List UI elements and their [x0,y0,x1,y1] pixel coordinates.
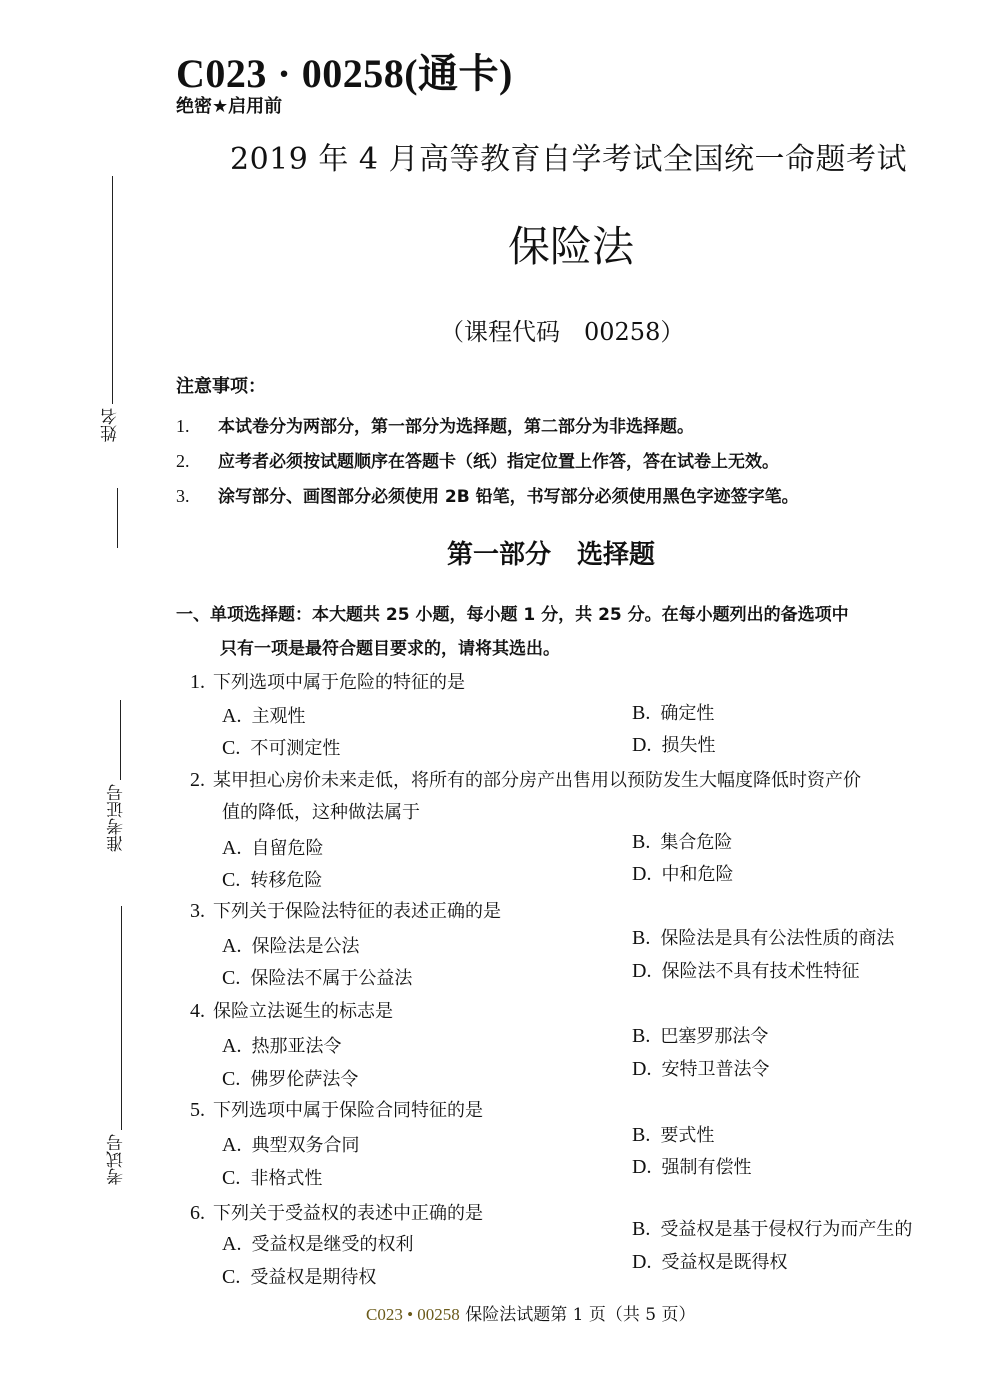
option-text: 受益权是继受的权利 [251,1234,414,1255]
option-text: 保险法是公法 [251,936,360,957]
q6-option-c[interactable] [222,1263,376,1289]
q5-option-c[interactable] [222,1164,322,1190]
option-label: D. [632,1251,652,1273]
option-label: A. [222,935,242,957]
q5-option-b[interactable] [632,1121,714,1147]
exam-title: 2019 年 4 月高等教育自学考试全国统一命题考试 [230,142,908,177]
option-label: B. [632,1025,651,1047]
footer-page-info: 保险法试题第 1 页（共 5 页） [459,1305,696,1325]
notice-heading: 注意事项： [176,376,266,397]
q1-option-c[interactable] [222,734,340,760]
question-5 [190,1096,483,1122]
q1-option-d[interactable] [632,731,715,757]
option-label: A. [222,705,242,727]
admission-line-top [120,700,121,780]
q3-option-d[interactable] [632,957,859,983]
exam-number-line [121,906,122,1130]
option-text: 巴塞罗那法令 [660,1026,769,1047]
q3-option-b[interactable] [632,924,894,950]
option-label: C. [222,967,241,989]
notice-item-text: 本试卷分为两部分，第一部分为选择题，第二部分为非选择题。 [218,417,694,437]
question-3 [190,897,501,923]
question-stem: 某甲担心房价未来走低，将所有的部分房产出售用以预防发生大幅度降低时资产价 [213,770,861,791]
question-6 [190,1199,483,1225]
subject-title: 保险法 [507,222,634,271]
option-label: D. [632,863,652,885]
option-label: C. [222,737,241,759]
exam-number-label: 考试号 [107,1134,127,1185]
option-text: 自留危险 [251,838,324,859]
question-stem: 保险立法诞生的标志是 [213,1001,393,1022]
q3-option-a[interactable] [222,932,359,958]
admission-number-label: 准考证号 [107,784,127,852]
q4-option-c[interactable] [222,1065,358,1091]
option-label: D. [632,1156,652,1178]
option-label: B. [632,1218,651,1240]
option-text: 受益权是既得权 [661,1252,788,1273]
q4-option-b[interactable] [632,1022,768,1048]
q3-option-c[interactable] [222,964,412,990]
option-text: 主观性 [251,706,306,727]
option-text: 安特卫普法令 [661,1059,770,1080]
notice-item-text: 涂写部分、画图部分必须使用 2B 铅笔，书写部分必须使用黑色字迹签字笔。 [218,487,799,507]
question-2 [190,766,861,792]
option-text: 不可测定性 [250,738,341,759]
option-label: D. [632,960,652,982]
question-number: 1. [190,671,205,693]
question-4 [190,997,393,1023]
option-text: 中和危险 [661,864,734,885]
name-label: 姓名 [101,408,121,442]
option-label: A. [222,837,242,859]
option-text: 受益权是基于侵权行为而产生的 [660,1219,913,1240]
option-label: C. [222,1068,241,1090]
option-text: 受益权是期待权 [250,1267,377,1288]
option-label: C. [222,869,241,891]
question-number: 5. [190,1099,205,1121]
name-line-top [112,176,113,404]
question-stem: 下列选项中属于保险合同特征的是 [213,1100,483,1121]
option-label: A. [222,1134,242,1156]
option-text: 强制有偿性 [661,1157,752,1178]
confidentiality-label: 绝密★启用前 [176,96,283,117]
q5-option-d[interactable] [632,1153,751,1179]
option-text: 集合危险 [660,832,733,853]
option-text: 佛罗伦萨法令 [250,1069,359,1090]
option-label: D. [632,1058,652,1080]
option-text: 保险法不属于公益法 [250,968,413,989]
page-footer [366,1300,695,1325]
question-stem: 下列关于保险法特征的表述正确的是 [213,901,501,922]
option-label: B. [632,1124,651,1146]
question-2-continued: 值的降低，这种做法属于 [222,802,420,823]
q1-option-b[interactable] [632,699,714,725]
notice-item-3 [176,482,799,507]
option-label: D. [632,734,652,756]
name-line-bottom [117,488,118,548]
q6-option-d[interactable] [632,1248,787,1274]
q2-option-d[interactable] [632,860,733,886]
q6-option-b[interactable] [632,1215,912,1241]
option-text: 非格式性 [250,1168,323,1189]
question-stem: 下列关于受益权的表述中正确的是 [213,1203,483,1224]
paper-code: C023 · 00258(通卡) [176,51,513,96]
q6-option-a[interactable] [222,1230,413,1256]
q4-option-a[interactable] [222,1032,341,1058]
option-text: 损失性 [661,735,716,756]
section-instructions-line-1: 一、单项选择题：本大题共 25 小题，每小题 1 分，共 25 分。在每小题列出的备选项中 [176,605,849,625]
notice-item-number: 1. [176,416,190,436]
notice-item-1 [176,412,694,437]
option-text: 保险法不具有技术性特征 [661,961,860,982]
notice-item-2 [176,447,779,472]
question-number: 4. [190,1000,205,1022]
question-stem: 下列选项中属于危险的特征的是 [213,672,465,693]
notice-item-number: 2. [176,451,190,471]
q5-option-a[interactable] [222,1131,359,1157]
course-code: （课程代码 00258） [440,318,685,346]
option-text: 要式性 [660,1125,715,1146]
option-label: B. [632,831,651,853]
option-label: A. [222,1233,242,1255]
option-text: 确定性 [660,703,715,724]
option-text: 热那亚法令 [251,1036,342,1057]
q2-option-a[interactable] [222,834,323,860]
notice-item-text: 应考者必须按试题顺序在答题卡（纸）指定位置上作答，答在试卷上无效。 [218,452,779,472]
option-label: C. [222,1266,241,1288]
question-number: 3. [190,900,205,922]
option-label: A. [222,1035,242,1057]
part-title: 第一部分 选择题 [447,540,656,570]
footer-code: C023 • 00258 [366,1305,460,1324]
option-text: 转移危险 [250,870,323,891]
question-number: 6. [190,1202,205,1224]
option-label: B. [632,927,651,949]
q4-option-d[interactable] [632,1055,769,1081]
option-text: 保险法是具有公法性质的商法 [660,928,895,949]
option-text: 典型双务合同 [251,1135,360,1156]
option-label: C. [222,1167,241,1189]
q2-option-c[interactable] [222,866,322,892]
notice-item-number: 3. [176,486,190,506]
question-number: 2. [190,769,205,791]
section-instructions-line-2: 只有一项是最符合题目要求的，请将其选出。 [220,639,560,659]
option-label: B. [632,702,651,724]
q1-option-a[interactable] [222,702,305,728]
question-1 [190,668,465,694]
q2-option-b[interactable] [632,828,732,854]
